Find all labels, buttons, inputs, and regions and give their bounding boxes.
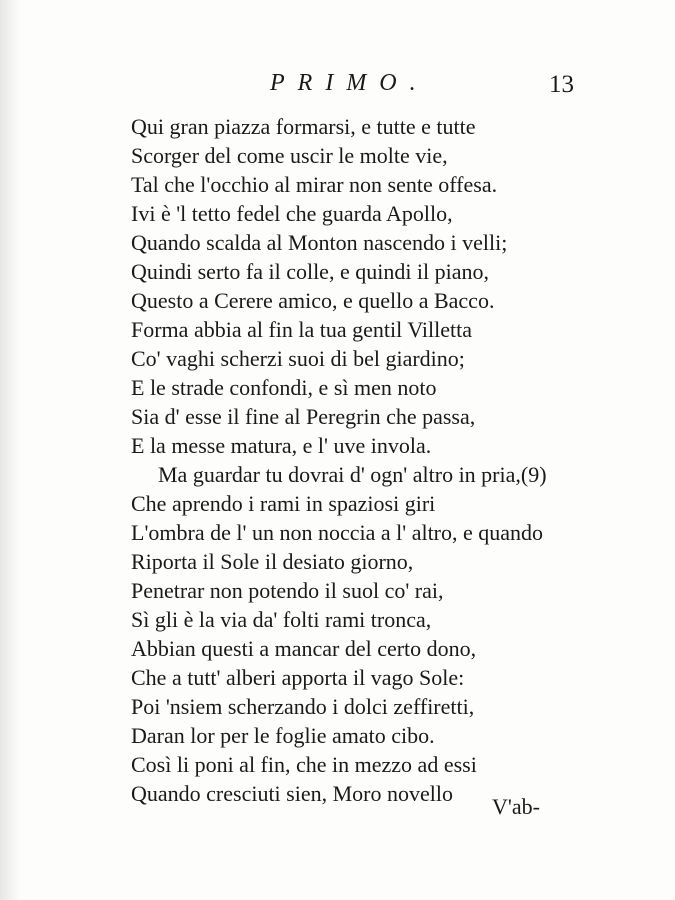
verse-line: Questo a Cerere amico, e quello a Bacco. bbox=[131, 288, 495, 313]
verse-line: E le strade confondi, e sì men noto bbox=[131, 375, 437, 400]
page-number: 13 bbox=[549, 71, 574, 98]
verse-line: Tal che l'occhio al mirar non sente offesa. bbox=[131, 172, 498, 197]
page-edge-shadow bbox=[0, 0, 20, 900]
verse-line: Sia d' esse il fine al Peregrin che passa, bbox=[131, 404, 476, 429]
poem-text bbox=[131, 112, 601, 808]
verse-line: Co' vaghi scherzi suoi di bel giardino; bbox=[131, 346, 465, 371]
verse-line: Sì gli è la via da' folti rami tronca, bbox=[131, 607, 432, 632]
verse-line: Ivi è 'l tetto fedel che guarda Apollo, bbox=[131, 201, 453, 226]
verse-line: Così li poni al fin, che in mezzo ad essi bbox=[131, 752, 477, 777]
verse-line: L'ombra de l' un non noccia a l' altro, e quando bbox=[131, 520, 544, 545]
verse-line: Daran lor per le foglie amato cibo. bbox=[131, 723, 435, 748]
verse-line: Penetrar non potendo il suol co' rai, bbox=[131, 578, 444, 603]
stanza-first-line: Ma guardar tu dovrai d' ogn' altro in pria,(9) bbox=[158, 462, 547, 487]
verse-line: Abbian questi a mancar del certo dono, bbox=[131, 636, 477, 661]
verse-line: Scorger del come uscir le molte vie, bbox=[131, 143, 448, 168]
verse-line: Riporta il Sole il desiato giorno, bbox=[131, 549, 414, 574]
verse-line: Qui gran piazza formarsi, e tutte e tutte bbox=[131, 114, 476, 139]
verse-line: Che a tutt' alberi apporta il vago Sole: bbox=[131, 665, 465, 690]
verse-line: Quindi serto fa il colle, e quindi il piano, bbox=[131, 259, 490, 284]
verse-line: Che aprendo i rami in spaziosi giri bbox=[131, 491, 436, 516]
verse-line: Quando scalda al Monton nascendo i velli; bbox=[131, 230, 508, 255]
verse-line: Poi 'nsiem scherzando i dolci zeffiretti, bbox=[131, 694, 475, 719]
verse-line: E la messe matura, e l' uve invola. bbox=[131, 433, 432, 458]
verse-line: Forma abbia al fin la tua gentil Villetta bbox=[131, 317, 473, 342]
catchword: V'ab- bbox=[492, 794, 540, 819]
verse-line: Quando cresciuti sien, Moro novello bbox=[131, 781, 453, 806]
running-title: PRIMO. bbox=[270, 70, 429, 96]
